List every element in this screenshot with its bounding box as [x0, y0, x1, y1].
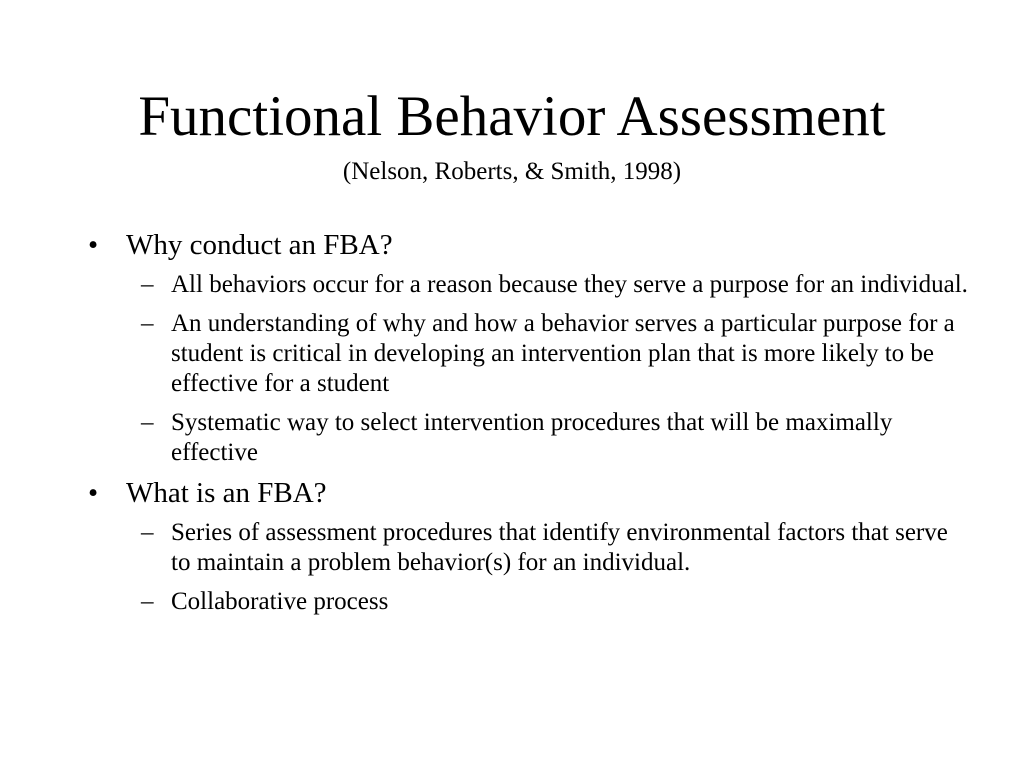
sub-bullet-item — [141, 518, 968, 578]
sub-bullet-item — [141, 309, 968, 399]
sub-bullet-text: All behaviors occur for a reason because they serve a purpose for an individual. — [171, 271, 968, 298]
sub-bullet-marker: – — [141, 310, 154, 337]
sub-bullet-marker: – — [141, 519, 154, 546]
slide-subtitle: (Nelson, Roberts, & Smith, 1998) — [342, 158, 682, 185]
bullet-list — [88, 229, 968, 626]
sub-bullet-item — [141, 270, 968, 300]
slide-title: Functional Behavior Assessment — [138, 85, 886, 148]
sub-bullet-text: Series of assessment procedures that identify environmental factors that serve to maintain a problem behavior(s) for an individual. — [171, 519, 948, 576]
bullet-text: Why conduct an FBA? — [126, 229, 393, 261]
sub-bullet-list — [141, 270, 968, 468]
bullet-text: What is an FBA? — [126, 477, 327, 509]
sub-bullet-list — [141, 518, 968, 617]
bullet-marker: • — [88, 229, 99, 261]
bullet-item — [88, 477, 968, 510]
sub-bullet-marker: – — [141, 271, 154, 298]
sub-bullet-text: Collaborative process — [171, 588, 389, 615]
sub-bullet-marker: – — [141, 409, 154, 436]
bullet-item — [88, 229, 968, 262]
sub-bullet-text: Systematic way to select intervention procedures that will be maximally effective — [171, 409, 893, 466]
bullet-marker: • — [88, 477, 99, 509]
sub-bullet-text: An understanding of why and how a behavior serves a particular purpose for a student is critical in developing an intervention plan that is more likely to be effective for a student — [171, 310, 955, 397]
sub-bullet-item — [141, 587, 968, 617]
sub-bullet-marker: – — [141, 588, 154, 615]
sub-bullet-item — [141, 408, 968, 468]
